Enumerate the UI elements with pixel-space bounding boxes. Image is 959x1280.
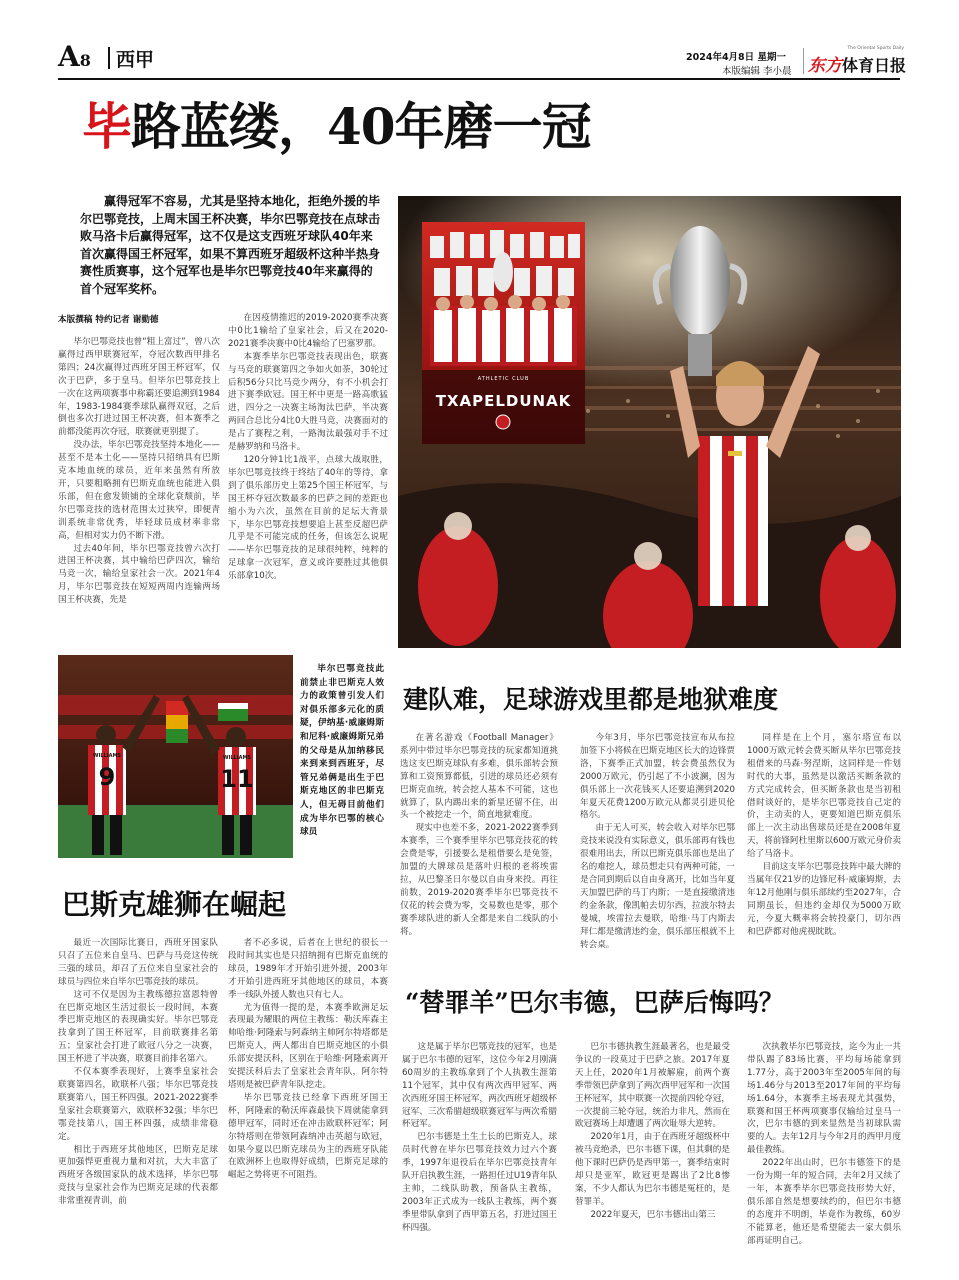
intro-column-1: 毕尔巴鄂竞技也曾“粗上富过”，曾八次赢得过西甲联赛冠军，夺冠次数西甲排名第四；24次赢得过西班牙国王杯冠军，仅次于巴萨，多于皇马。但毕尔巴鄂竞技上一次在这两项赛事中称霸还要追溯到1984年，1983-1984赛季球队赢得双冠，之后倒也多次打进过国王杯决赛，但本赛季之前都没能再次夺冠，联赛就更别提了。 没办法，毕尔巴鄂竞技坚持本地化——甚至不是本土化——坚持只招纳具有巴斯克本地血统的球员，近年来虽然有所放开，只要粗略拥有巴斯克血统也能进入俱乐部，但在愈发锁铺的全球化衰颓前，毕尔巴鄂竞技的选材范围太过狭窄，即便青训系统非常优秀，毕轻球员成材率非常高，但相对实力仍不断下滑。 过去40年间，毕尔巴鄂竞技曾六次打进国王杯决赛，其中输给巴萨四次，输给马竞一次，输给皇家社会一次。2021年4月，毕尔巴鄂竞技在短短两周内连输两场国王杯决赛，先是 (58, 337, 220, 606)
masthead (0, 0, 959, 90)
section-divider (108, 47, 110, 69)
poster-club: ATHLETIC CLUB (477, 376, 530, 382)
team-building-column-3: 同样是在上个月，塞尔塔宣布以1000万欧元转会费买断从毕尔巴鄂竞技租借来的马森·努涅斯，这同样是一件划时代的大事，虽然是以激活买断条款的方式完成转会，但买断条款也是当初租借时谈好的，是毕尔巴鄂竞技自己定的价，主动卖的人，更要知道巴斯克俱乐部上一次主动出售球员还是在2008年夏天，将前锋阿杜里斯以600万欧元身价卖给了马洛卡。 目前这支毕尔巴鄂竞技阵中最大牌的当属年仅21岁的边锋尼科·威廉姆斯，去年12月他刚与俱乐部续约至2027年，合同期虽长，但违约金却仅为5000万欧元，今夏大概率将会转投豪门，切尔西和巴萨都对他虎视眈眈。 (747, 733, 901, 937)
jersey-name-a: WILLIAMS (92, 753, 122, 759)
lead-paragraph: 赢得冠军不容易，尤其是坚持本地化，拒绝外援的毕尔巴鄂竞技，上周末国王杯决赛，毕尔巴鄂竞技在点球击败马洛卡后赢得冠军，这不仅是这支西班牙球队40年来首次赢得国王杯冠军，如果不算西班牙超级杯这种半热身赛性质赛事，这个冠军也是毕尔巴鄂竞技40年来赢得的首个冠军奖杯。 (80, 194, 380, 295)
headline-first-char: 毕 (82, 97, 131, 156)
newspaper-logo (808, 46, 907, 76)
logo-en: The Oriental Sports Daily (847, 46, 904, 51)
championship-poster (422, 222, 585, 444)
logo-brand: 东方 (808, 56, 842, 76)
byline: 本版撰稿 特约记者 谢勤德 (58, 315, 159, 325)
photo-caption: 毕尔巴鄂竞技此前禁止非巴斯克人效力的政策曾引发人们对俱乐部多元化的质疑，伊纳基·威廉姆斯和尼科·威廉姆斯兄弟的父母是从加纳移民来到来到西班牙，尽管兄弟俩是出生于巴斯克地区的非巴斯克人，但无碍目前他们成为毕尔巴鄂的核心球员 (300, 664, 384, 838)
headline-rest: 路蓝缕，40年磨一冠 (131, 97, 591, 156)
section-heading-valverde: “替罪羊”巴尔韦德，巴萨后悔吗？ (405, 988, 784, 1017)
section-heading-team-building: 建队难，足球游戏里都是地狱难度 (403, 685, 779, 714)
issue-date: 2024年4月8日 星期一 (686, 52, 786, 63)
masthead-rule (58, 78, 900, 80)
valverde-column-2: 巴尔韦德执教生涯最著名，也是最受争议的一段莫过于巴萨之旅。2017年夏天上任，2020年1月被解雇，前两个赛季带领巴萨拿到了两次西甲冠军和一次国王杯冠军，其中联赛一次提前四轮夺冠，一次提前三轮夺冠，统治力非凡，然而在欧冠赛场上却遭遇了两次耻辱大逆转。 2020年1月，由于在西班牙超级杯中被马竞绝杀，巴尔韦德下课，但其剩的是他下课时巴萨仍是西甲第一，赛季结束时却只是亚军，欧冠更是踢出了2比8惨案，不少人都认为巴尔韦德是冤枉的，是替罪羊。 2022年夏天，巴尔韦德出山第三 (575, 1042, 730, 1220)
section-label: 西甲 (116, 49, 155, 71)
basque-rise-column-1: 最近一次国际比赛日，西班牙国家队只召了五位来自皇马、巴萨与马竞这传统三强的球员，却召了五位来自皇家社会的球员与四位来自毕尔巴鄂竞技的球员。 这可不仅是因为主教练德拉富恩特曾在巴斯克地区生活过很长一段时间，本赛季巴斯克地区的表现确实好。毕尔巴鄂竞技拿到了国王杯冠军，目前联赛排名第五；皇家社会打进了欧冠八分之一决赛，国王杯进了半决赛，联赛目前排名第六。 不仅本赛季表现好，上赛季皇家社会联赛第四名，欧联杯八强；毕尔巴鄂竞技联赛第八，国王杯四强。2021-2022赛季皇家社会联赛第六，欧联杯32强；毕尔巴鄂竞技第八，国王杯四强，成绩非常稳定。 相比于西班牙其他地区，巴斯克足球更加强悍更重视力量和对抗，大大丰富了西班牙各级国家队的战术选择，毕尔巴鄂竞技与皇家社会作为巴斯克足球的代表都非常重视青训，前 (58, 938, 218, 1207)
poster-title: TXAPELDUNAK (435, 392, 572, 410)
basque-rise-column-2: 者不必多说，后者在上世纪的很长一段时间其实也是只招纳拥有巴斯克血统的球员，1989年才开始引进外援，2003年才开始引进西班牙其他地区的球员，本赛季一线队外援人数也只有七人。 尤为值得一提的是，本赛季欧洲足坛表现最为耀眼的两位主教练：勒沃库森主帅哈维·阿隆索与阿森纳主帅阿尔特塔都是巴斯克人，两人都出自巴斯克地区的小俱乐部安提沃科，区别在于哈维·阿隆索离开安提沃科后去了皇家社会青年队，阿尔特塔则是被巴萨青年队挖走。 毕尔巴鄂竞技已经拿下西班牙国王杯，阿隆索的勒沃库森最快下周就能拿到德甲冠军，同时还在冲击欧联杯冠军；阿尔特塔则在带领阿森纳冲击英超与欧冠，如果今夏以巴斯克球员为主的西班牙队能在欧洲杯上也取得好成绩，巴斯克足球的崛起之势将更不可阻挡。 (228, 938, 388, 1181)
team-building-column-2: 今年3月，毕尔巴鄂竞技宣布从布拉加签下小将候在巴斯克地区长大的边锋贾洛，下赛季正式加盟，转会费虽然仅为2000万欧元，仍引起了不小波澜，因为俱乐部上一次花钱买人还要追溯到2020年夏天花费1200万欧元从都灵引进贝伦格尔。 由于无人可买，转会收入对毕尔巴鄂竞技来说没有实际意义，俱乐部再有钱也很难用出去，所以巴斯克俱乐部也是出了名的难挖人，球员想走只有两种可能，一是合同到期后以自由身离开，比如当年夏天加盟巴萨的马丁内斯；一是直接缴清违约金条款，像凯帕去切尔西，拉波尔特去曼城，埃雷拉去曼联，哈维·马丁内斯去拜仁都是缴清违约金，俱乐部压根就不上转会桌。 (580, 733, 735, 950)
jersey-number-a: 9 (98, 763, 116, 791)
valverde-column-3: 次执教毕尔巴鄂竞技，迄今为止一共带队踢了83场比赛，平均每场能拿到1.77分，高于2003年至2005年间的每场1.46分与2013至2017年间的平均每场1.64分，本赛季主场表现尤其强势，联赛和国王杯两项赛事仅输给过皇马一次，巴尔韦德的到来显然是当初球队需要的人。去年12月与今年2月的西甲月度最佳教练。 2022年出山时，巴尔韦德签下的是一份为期一年的短合同，去年2月又续了一年，本赛季毕尔巴鄂竞技形势大好，俱乐部自然是想要续约的，但巴尔韦德的态度并不明朗，毕竟作为教练，60岁不能算老，他还是希望能去一家大俱乐部再证明自己。 (747, 1042, 901, 1246)
jersey-name-b: WILLIAMS (222, 755, 252, 761)
logo-title: 体育日报 (842, 56, 907, 75)
page-editor: 本版编辑 李小晨 (722, 66, 792, 77)
page-number: A8 (58, 40, 91, 73)
williams-brothers-photo (58, 655, 293, 858)
section-heading-basque-rise: 巴斯克雄狮在崛起 (62, 888, 287, 921)
team-building-column-1: 在著名游戏《Football Manager》系列中带过毕尔巴鄂竞技的玩家都知道挑选这支巴斯克球队有多难，俱乐部转会预算和工资预算都低，引进的球员还必须有巴斯克血统，转会挖人基本不可能，这也就算了，队内踢出来的新星还留不住，出头一个被挖走一个，简直地狱难度。 现实中也差不多，2021-2022赛季到本赛季，三个赛季里毕尔巴鄂竞技花的转会费是零，引援要么是租借要么是免签，加盟的大牌球员是落叶归根的老将埃雷拉，从巴黎圣日尔曼以自由身来投。再往前数，2019-2020赛季毕尔巴鄂竞技不仅花的转会费为零，交易数也是零，那个赛季球队进的新人全都是来自二线队的小将。 (400, 733, 558, 937)
valverde-column-1: 这是属于毕尔巴鄂竞技的冠军，也是属于巴尔韦德的冠军，这位今年2月刚满60周岁的主教练拿到了个人执教生涯第11个冠军，其中仅有两次西甲冠军、两次西班牙国王杯冠军，两次西班牙超级杯冠军、三次希腊超级联赛冠军与两次希腊杯冠军。 巴尔韦德是土生土长的巴斯克人，球员时代曾在毕尔巴鄂竞技效力过六个赛季，1997年退役后在毕尔巴鄂竞技青年队开启执教生涯，一路担任过U19青年队主帅，二线队助教，预备队主教练，2003年正式成为一线队主教练，两个赛季里带队拿到了西甲第五名，打进过国王杯四强。 (402, 1042, 557, 1233)
intro-column-2: 在因疫情推迟的2019-2020赛季决赛中0比1输给了皇家社会，后又在2020-2021赛季决赛中0比4输给了巴塞罗那。 本赛季毕尔巴鄂竞技表现出色，联赛与马竞的联赛第四之争如火如荼，30轮过后积56分只比马竞少两分，有不小机会打进下赛季欧冠。国王杯中更是一路高歌猛进，四分之一决赛主场淘汰巴萨，半决赛两回合总比分4比0大胜马竞，决赛面对的是占了赛程之利，一路淘汰最强对手不过是赫罗纳和马洛卡。 120分钟1比1战平，点球大战取胜，毕尔巴鄂竞技终于终结了40年的等待，拿到了俱乐部历史上第25个国王杯冠军，与国王杯夺冠次数最多的巴萨之间的差距也缩小为六次，虽然在目前的足坛大背景下，毕尔巴鄂竞技想要追上甚至反超巴萨几乎是不可能完成的任务，但该怎么说呢——毕尔巴鄂竞技的足球很纯粹，纯粹的足球拿一次冠军，意义或许要胜过其他俱乐部拿10次。 (228, 313, 388, 582)
logo-divider (803, 48, 804, 74)
main-headline (82, 96, 591, 158)
jersey-number-b: 11 (220, 765, 254, 793)
